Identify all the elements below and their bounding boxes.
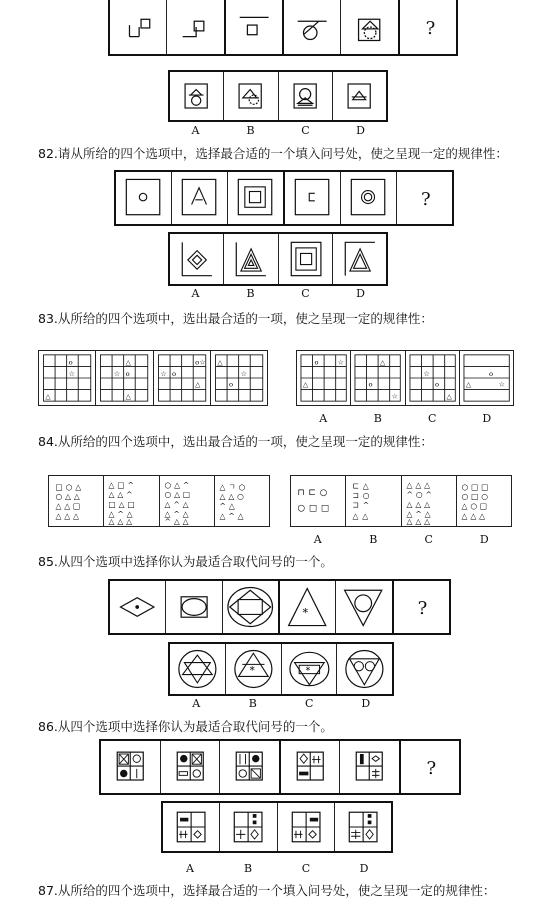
option-label: D (482, 412, 492, 425)
svg-text:△△△: △△△ (406, 480, 433, 490)
q82-figure-5 (341, 172, 397, 224)
question-mark: ? (426, 758, 437, 779)
svg-text:○□○: ○□○ (461, 492, 491, 502)
svg-text:o: o (488, 370, 493, 379)
q82-figure-1 (116, 172, 172, 224)
q85-option-b[interactable] (226, 644, 282, 694)
q83-sequence-grids (38, 350, 268, 406)
q83-option-a[interactable] (297, 351, 351, 405)
q81-option-c[interactable] (279, 72, 333, 120)
option-label: A (192, 697, 201, 710)
svg-text:△: △ (45, 392, 51, 401)
q84-figure-2 (104, 476, 159, 526)
svg-text:△: △ (125, 358, 132, 367)
q82-sequence-strip (114, 170, 454, 226)
svg-text:△^△: △^△ (164, 509, 191, 519)
q82-options-strip (168, 232, 388, 286)
option-label: C (301, 862, 311, 875)
option-label: A (319, 412, 328, 425)
q81-option-a[interactable] (170, 72, 224, 120)
svg-text:o: o (125, 370, 130, 379)
q82-text: 82.请从所给的四个选项中，选择最合适的一个填入问号处，使之呈现一定的规律性： (38, 146, 508, 161)
svg-text:☆: ☆ (114, 370, 121, 379)
svg-text:⊓⊏○: ⊓⊏○ (297, 488, 332, 499)
svg-text:○△□: ○△□ (164, 490, 193, 500)
svg-text:☆: ☆ (422, 370, 430, 379)
q86-option-a[interactable] (163, 803, 220, 851)
q85-option-labels (168, 697, 394, 710)
svg-text:△□^: △□^ (108, 480, 138, 490)
svg-text:⊏△: ⊏△ (352, 481, 373, 491)
svg-text:△^△: △^△ (164, 499, 191, 509)
q85-figure-2 (166, 581, 222, 633)
q86-figure-1 (101, 741, 161, 793)
q86-text: 86.从四个选项中选择你认为最适合取代问号的一个。 (38, 719, 333, 734)
svg-text:☆: ☆ (240, 370, 247, 379)
svg-text:○△^: ○△^ (164, 480, 192, 490)
q84-figure-3 (160, 476, 215, 526)
q82-option-c[interactable] (279, 234, 333, 284)
svg-text:△△^: △△^ (108, 490, 136, 500)
q81-options-strip (168, 70, 388, 122)
svg-text:☆: ☆ (391, 392, 398, 401)
option-label: B (246, 287, 255, 300)
q81-figure-2 (167, 0, 225, 54)
q83-figure-3 (154, 351, 211, 405)
option-label: B (246, 124, 255, 137)
option-label: B (373, 412, 382, 425)
q81-figure-1 (110, 0, 167, 54)
q85-figure-4 (280, 581, 336, 633)
svg-text:△: △ (465, 380, 471, 389)
q81-unknown-cell (400, 0, 456, 54)
q86-option-c[interactable] (278, 803, 335, 851)
option-label: B (243, 862, 253, 875)
option-label: C (301, 124, 310, 137)
q83-figure-2 (96, 351, 153, 405)
option-label: A (191, 287, 200, 300)
q86-option-b[interactable] (220, 803, 277, 851)
q83-options-grids (296, 350, 514, 406)
q83-option-labels (296, 412, 514, 425)
svg-text:△^△: △^△ (406, 509, 433, 519)
q84-figure-1 (49, 476, 104, 526)
svg-text:△△△: △△△ (108, 517, 136, 526)
svg-text:△: △ (125, 392, 132, 401)
svg-text:△: △ (380, 358, 386, 367)
svg-text:○□□: ○□□ (461, 482, 492, 492)
q81-option-d[interactable] (333, 72, 386, 120)
svg-text:^△: ^△ (219, 501, 238, 511)
svg-text:☆: ☆ (337, 358, 344, 367)
q84-option-c[interactable] (402, 476, 457, 526)
option-label: C (305, 697, 314, 710)
q87-text: 87.从所给的四个选项中，选择最合适的一个填入问号处，使之呈现一定的规律性： (38, 883, 496, 898)
q84-option-labels (290, 533, 512, 546)
option-label: A (313, 533, 322, 546)
svg-text:○△△: ○△△ (55, 492, 83, 502)
svg-text:o: o (68, 358, 73, 367)
svg-text:○□□: ○□□ (297, 503, 333, 514)
option-label: D (479, 533, 489, 546)
option-label: D (356, 287, 365, 300)
option-label: D (359, 862, 369, 875)
q82-option-b[interactable] (224, 234, 278, 284)
svg-text:⊐^: ⊐^ (352, 500, 374, 510)
svg-text:△: △ (302, 380, 309, 389)
svg-text:△○□: △○□ (461, 501, 490, 511)
svg-text:o☆: o☆ (194, 358, 205, 367)
q85-options-strip (168, 642, 394, 696)
q84-option-a[interactable] (291, 476, 346, 526)
svg-text:△△: △△ (352, 511, 373, 521)
svg-text:o: o (228, 380, 233, 389)
option-label: A (186, 862, 194, 875)
svg-text:△△△: △△△ (406, 517, 433, 526)
q85-figure-5 (336, 581, 393, 633)
svg-text:o: o (368, 380, 373, 389)
q86-figure-4 (281, 741, 341, 793)
q85-figure-3 (223, 581, 280, 633)
q84-option-b[interactable] (346, 476, 401, 526)
q82-option-labels (168, 287, 388, 300)
svg-text:☆: ☆ (68, 370, 75, 379)
svg-text:△△△: △△△ (406, 499, 433, 509)
svg-text:*: * (302, 606, 309, 620)
svg-text:△△△: △△△ (461, 511, 488, 521)
q83-option-d[interactable] (460, 351, 513, 405)
q81-option-labels (168, 124, 388, 137)
svg-text:☆: ☆ (159, 370, 166, 379)
svg-text:*: * (305, 665, 310, 677)
q85-unknown-cell (394, 581, 449, 633)
q85-sequence-strip (108, 579, 451, 635)
option-label: B (248, 697, 257, 710)
q85-option-d[interactable] (337, 644, 392, 694)
svg-text:^○^: ^○^ (406, 490, 435, 500)
svg-text:△△△: △△△ (55, 511, 82, 521)
q83-option-b[interactable] (351, 351, 405, 405)
q83-figure-4 (211, 351, 267, 405)
svg-text:△: △ (217, 358, 223, 367)
q82-figure-4 (285, 172, 341, 224)
q84-text: 84.从所给的四个选项中，选出最合适的一项，使之呈现一定的规律性： (38, 434, 433, 449)
q85-option-c[interactable] (282, 644, 338, 694)
question-mark: ? (421, 189, 431, 210)
svg-text:△^△: △^△ (108, 509, 136, 519)
q86-options-strip (161, 801, 393, 853)
q82-option-a[interactable] (170, 234, 224, 284)
q86-figure-3 (220, 741, 281, 793)
q84-option-d[interactable] (457, 476, 511, 526)
q82-option-d[interactable] (333, 234, 386, 284)
q81-figure-4 (284, 0, 341, 54)
q83-text: 83.从所给的四个选项中，选出最合适的一项，使之呈现一定的规律性： (38, 311, 433, 326)
option-label: D (356, 124, 365, 137)
q85-figure-1 (110, 581, 166, 633)
q86-sequence-strip (99, 739, 461, 795)
svg-text:o: o (314, 358, 319, 367)
question-mark: ? (417, 598, 428, 619)
option-label: B (369, 533, 378, 546)
option-label: C (301, 287, 310, 300)
option-label: D (361, 697, 371, 710)
svg-text:△: △ (194, 380, 200, 389)
svg-text:*: * (249, 665, 255, 677)
q81-sequence-strip (108, 0, 458, 56)
q86-unknown-cell (401, 741, 460, 793)
q86-option-labels (161, 862, 393, 875)
q81-figure-3 (226, 0, 284, 54)
svg-text:□○△: □○△ (55, 482, 84, 492)
svg-text:△: △ (446, 392, 452, 401)
q86-option-d[interactable] (335, 803, 391, 851)
q86-figure-5 (340, 741, 401, 793)
svg-text:△^△: △^△ (219, 511, 247, 521)
q81-figure-5 (341, 0, 399, 54)
q84-figure-4 (215, 476, 269, 526)
svg-text:□△□: □△□ (108, 499, 138, 509)
q85-text: 85.从四个选项中选择你认为最适合取代问号的一个。 (38, 554, 333, 569)
q83-figure-1 (39, 351, 96, 405)
question-mark: ? (425, 18, 436, 39)
q85-option-a[interactable] (170, 644, 226, 694)
q82-unknown-cell (397, 172, 452, 224)
q84-sequence-panels (48, 475, 270, 527)
q84-options-panels (290, 475, 512, 527)
option-label: C (424, 533, 433, 546)
svg-text:△ㄱ○: △ㄱ○ (219, 482, 248, 492)
q86-figure-2 (161, 741, 221, 793)
svg-text:o: o (171, 370, 176, 379)
option-label: A (191, 124, 200, 137)
option-label: C (428, 412, 437, 425)
q82-figure-2 (172, 172, 228, 224)
q82-figure-3 (228, 172, 285, 224)
q83-option-c[interactable] (406, 351, 460, 405)
svg-text:o: o (434, 380, 439, 389)
svg-text:^△△: ^△△ (164, 517, 191, 526)
svg-text:△△□: △△□ (55, 501, 84, 511)
q81-option-b[interactable] (224, 72, 278, 120)
svg-text:⊐○: ⊐○ (352, 491, 374, 501)
svg-text:△△○: △△○ (219, 492, 247, 502)
svg-text:☆: ☆ (498, 380, 505, 389)
